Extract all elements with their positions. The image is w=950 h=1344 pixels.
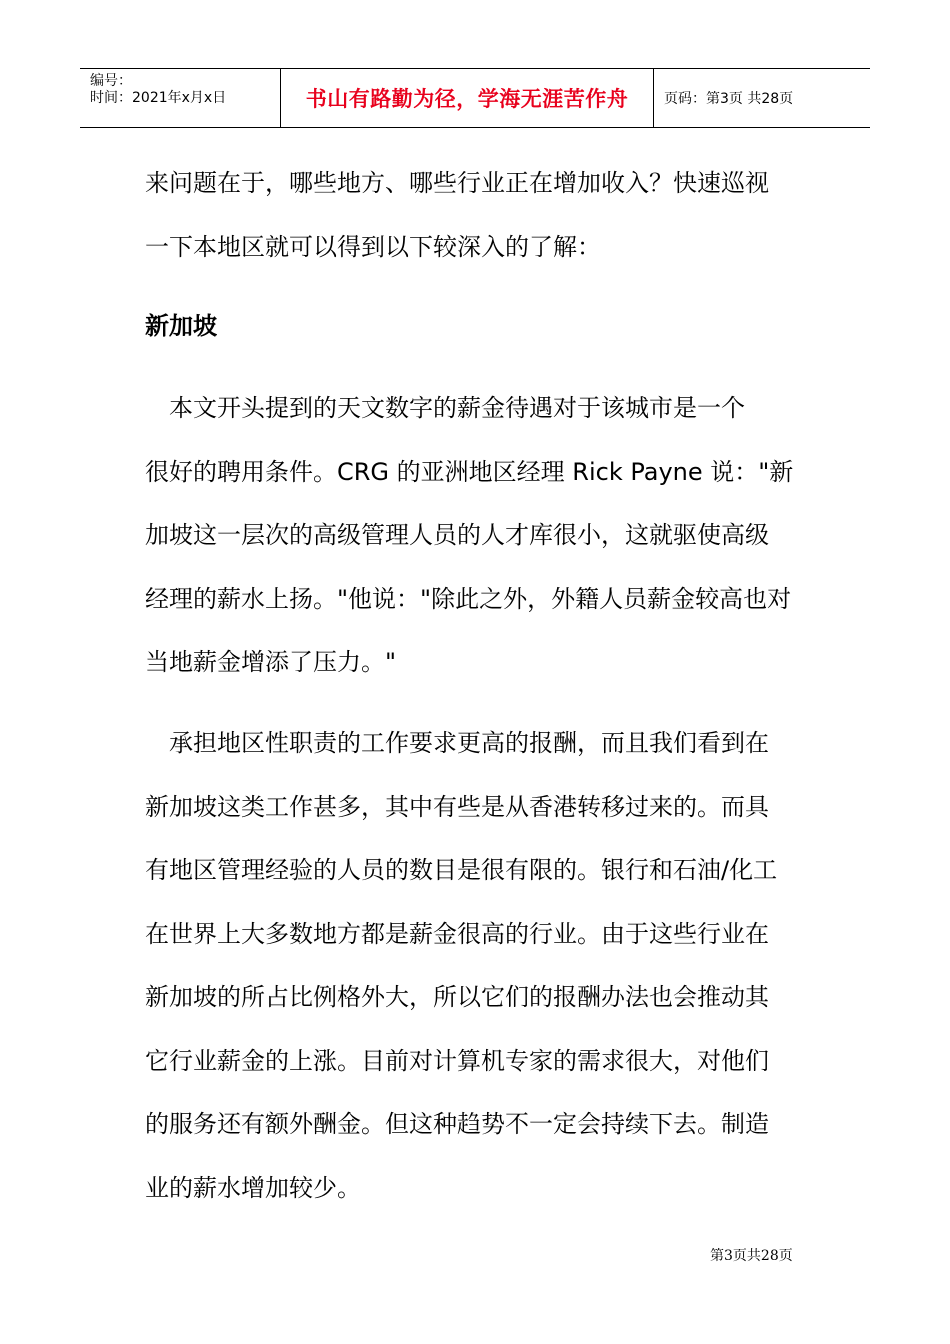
document-number-label: 编号： bbox=[90, 73, 132, 89]
text-line: 新加坡这类工作甚多，其中有些是从香港转移过来的。而具 bbox=[145, 792, 769, 821]
intro-paragraph bbox=[145, 152, 810, 279]
body-paragraph bbox=[145, 377, 810, 695]
text-line: 当地薪金增添了压力。" bbox=[145, 648, 397, 676]
text-line: 经理的薪水上扬。"他说："除此之外，外籍人员薪金较高也对 bbox=[145, 584, 792, 613]
text-line: 业的薪水增加较少。 bbox=[145, 1173, 361, 1202]
header-motto: 书山有路勤为径，学海无涯苦作舟 bbox=[305, 87, 629, 111]
document-time: 时间：2021年x月x日 bbox=[90, 90, 227, 106]
text-line: 很好的聘用条件。CRG 的亚洲地区经理 Rick Payne 说："新 bbox=[145, 457, 794, 486]
text-line: 来问题在于，哪些地方、哪些行业正在增加收入？快速巡视 bbox=[145, 169, 769, 197]
text-line: 加坡这一层次的高级管理人员的人才库很小，这就驱使高级 bbox=[145, 521, 769, 549]
text-line: 的服务还有额外酬金。但这种趋势不一定会持续下去。制造 bbox=[145, 1110, 769, 1138]
page-footer: 第3页共28页 bbox=[710, 1248, 793, 1264]
header-meta-cell bbox=[80, 69, 281, 127]
text-line: 它行业薪金的上涨。目前对计算机专家的需求很大，对他们 bbox=[145, 1046, 769, 1075]
header-page-cell bbox=[654, 69, 870, 127]
page-header bbox=[80, 68, 870, 128]
header-page-code: 页码：第3页 共28页 bbox=[664, 91, 794, 107]
body-paragraph bbox=[145, 712, 810, 1220]
text-line: 本文开头提到的天文数字的薪金待遇对于该城市是一个 bbox=[145, 394, 745, 422]
section-heading: 新加坡 bbox=[145, 312, 217, 340]
text-line: 一下本地区就可以得到以下较深入的了解： bbox=[145, 232, 601, 261]
text-line: 新加坡的所占比例格外大，所以它们的报酬办法也会推动其 bbox=[145, 983, 769, 1011]
header-motto-cell bbox=[281, 69, 654, 127]
text-line: 有地区管理经验的人员的数目是很有限的。银行和石油/化工 bbox=[145, 856, 778, 884]
text-line: 承担地区性职责的工作要求更高的报酬，而且我们看到在 bbox=[145, 729, 769, 757]
text-line: 在世界上大多数地方都是薪金很高的行业。由于这些行业在 bbox=[145, 919, 769, 948]
